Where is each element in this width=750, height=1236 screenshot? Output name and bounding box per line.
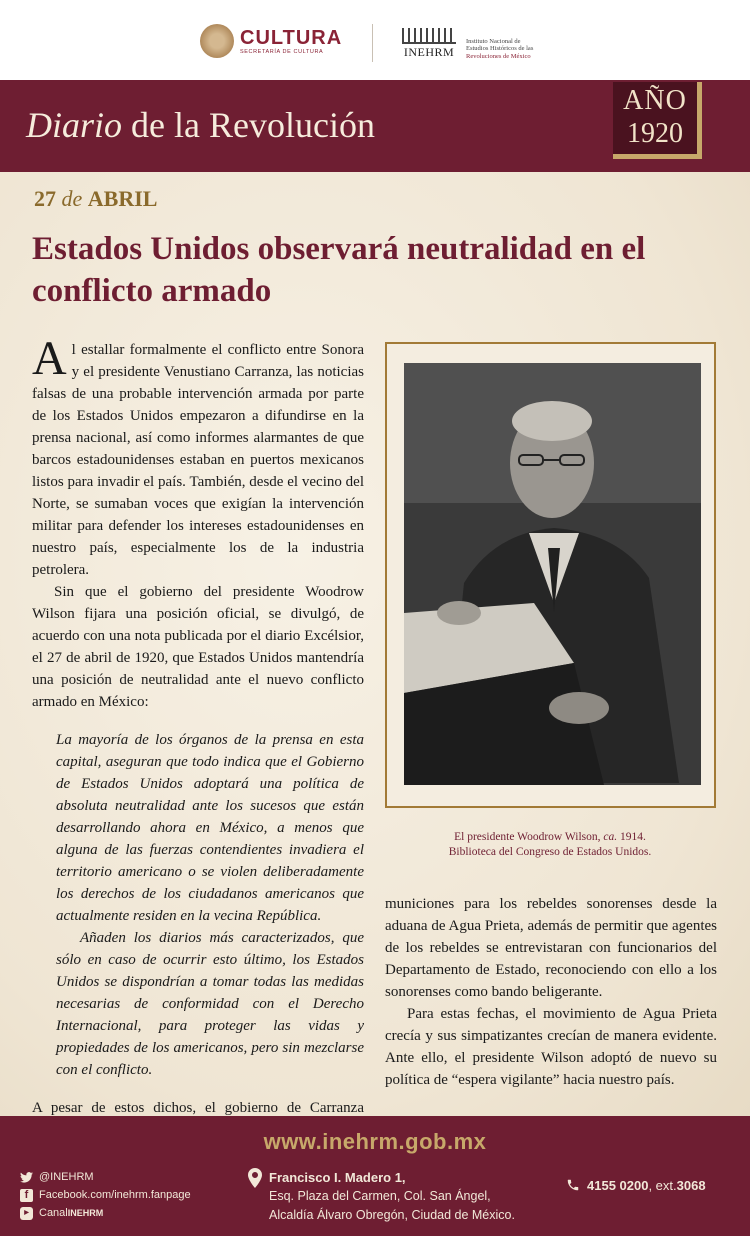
location-pin-icon (248, 1168, 262, 1188)
block-quote (32, 729, 364, 1081)
photo-frame (385, 342, 716, 808)
paragraph-1: Al estallar formalmente el conflicto entre Sonora y el presidente Venustiano Carranza, las noticias falsas de una probable intervención armada por parte de los Estados Unidos empezaron a difundirse en la prensa nacional, así como informes alarmantes de que barcos estadounidenses estaban en puertos mexicanos listos para invadir el país. También, desde el vecino del Norte, se sumaban voces que exigían la intervención militar para defender los intereses estadounidenses en nuestro país, especialmente los de la industria petrolera. (32, 332, 364, 578)
seal-icon (200, 24, 234, 58)
paragraph-2: Sin que el gobierno del presidente Woodrow Wilson fijara una posición oficial, se divulgó, de acuerdo con una nota publicada por el diario Excélsior, el 27 de abril de 1920, que Estados Unidos mantendría una posición de neutralidad ante el nuevo conflicto armado en México: (32, 584, 364, 710)
inehrm-logo-text: INEHRM (403, 45, 455, 59)
cultura-logo[interactable] (200, 24, 342, 58)
twitter-link[interactable]: @INEHRM (20, 1168, 191, 1186)
facebook-link[interactable]: f Facebook.com/inehrm.fanpage (20, 1186, 191, 1204)
top-bar (0, 0, 750, 80)
paragraph-4: municiones para los rebeldes sonorenses desde la aduana de Agua Prieta, además de permitir que agentes de los rebeldes se entrevistaran con funcionarios del Departamento de Estado, reconociendo con ello a los sonorenses como bando beligerante. (385, 896, 717, 1000)
paragraph-3: A pesar de estos dichos, el gobierno de Carranza (32, 1100, 364, 1116)
article-column-right (385, 893, 717, 1091)
twitter-icon (20, 1171, 33, 1184)
portrait-illustration (404, 363, 701, 785)
wilson-photo (404, 363, 701, 785)
footer (0, 1116, 750, 1236)
inehrm-description: Instituto Nacional de Estudios Históricos de las Revoluciones de México (466, 37, 534, 60)
logo-divider (372, 24, 373, 62)
article-date: 27 de ABRIL (34, 186, 158, 211)
quote-paragraph-1: La mayoría de los órganos de la prensa en esta capital, aseguran que todo indica que el Gobierno de Estados Unidos adoptará una política de absoluta neutralidad ante los sucesos que están desarrollando ahora en México, a menos que alguna de las fuerzas contendientes invadiera el territorio americano o se violen deliberadamente los derechos de los ciudadanos americanos que actualmente residen en la vecina República. (56, 732, 364, 924)
building-icon (402, 28, 456, 44)
youtube-link[interactable]: ▶ Canal INEHRM (20, 1204, 191, 1222)
inehrm-logo[interactable] (398, 28, 533, 60)
drop-cap: A (32, 332, 67, 385)
facebook-icon: f (20, 1189, 33, 1202)
youtube-icon: ▶ (20, 1207, 33, 1220)
address-street: Francisco I. Madero 1, (269, 1170, 406, 1185)
year-value: 1920 (627, 118, 683, 149)
phone-contact[interactable]: 4155 0200 , ext. 3068 (566, 1177, 706, 1193)
address-line-2: Esq. Plaza del Carmen, Col. San Ángel, (269, 1189, 491, 1203)
quote-paragraph-2: Añaden los diarios más caracterizados, que sólo en caso de ocurrir esto último, los Estados Unidos se dispondrían a tomar todas las medidas necesarias de conformidad con el Derecho Internacional, para proteger las vidas y propiedades de los americanos, pero sin mezclarse con el conflicto. (56, 930, 364, 1078)
article-column-left (32, 332, 364, 1163)
article-headline: Estados Unidos observará neutralidad en el conflicto armado (32, 231, 646, 309)
phone-icon (566, 1177, 580, 1193)
website-link[interactable]: www.inehrm.gob.mx (263, 1129, 487, 1154)
address-line-3: Alcaldía Álvaro Obregón, Ciudad de México. (269, 1208, 515, 1222)
cultura-logo-subtext: SECRETARÍA DE CULTURA (240, 49, 324, 55)
publication-title: Diario de la Revolución (26, 105, 375, 145)
social-links (20, 1168, 191, 1222)
address-block (248, 1168, 515, 1225)
year-label: AÑO (623, 85, 687, 116)
photo-caption: El presidente Woodrow Wilson, ca. 1914. Biblioteca del Congreso de Estados Unidos. (448, 831, 652, 858)
year-badge (613, 82, 702, 159)
cultura-logo-text: CULTURA (240, 27, 343, 49)
paragraph-5: Para estas fechas, el movimiento de Agua Prieta crecía y sus simpatizantes crecían de manera evidente. Ante ello, el presidente Wilson adoptó de nuevo su política de “espera vigilante” hacia nuestro país. (385, 1006, 717, 1088)
